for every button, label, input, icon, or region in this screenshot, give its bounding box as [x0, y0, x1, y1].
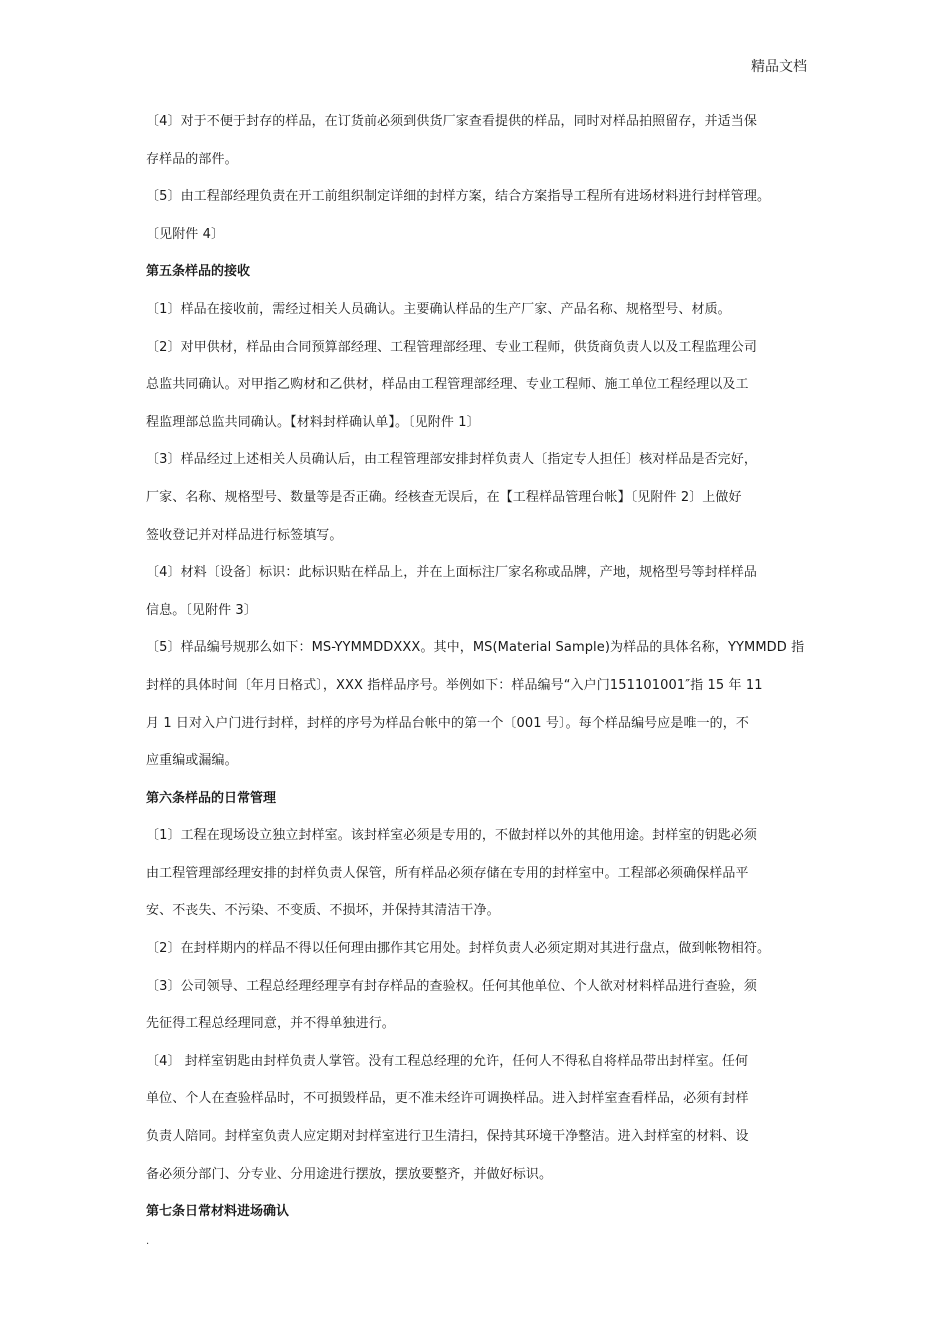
- paragraph-line: 信息。〔见附件 3〕: [146, 602, 257, 618]
- paragraph-line: 〔5〕样品编号规那么如下：MS-YYMMDDXXX。其中，MS(Material Sample)为样品的具体名称，YYMMDD 指: [146, 640, 805, 656]
- paragraph-line: 由工程管理部经理安排的封样负责人保管，所有样品必须存储在专用的封样室中。工程部必须确保样品平: [146, 865, 749, 881]
- paragraph-line: 〔1〕工程在现场设立独立封样室。该封样室必须是专用的，不做封样以外的其他用途。封样室的钥匙必须: [146, 828, 757, 844]
- paragraph-line: 厂家、名称、规格型号、数量等是否正确。经核查无误后，在【工程样品管理台帐】〔见附件 2〕上做好: [146, 489, 742, 505]
- paragraph-line: 〔2〕对甲供材，样品由合同预算部经理、工程管理部经理、专业工程师，供货商负责人以及工程监理公司: [146, 339, 757, 355]
- paragraph-line: 存样品的部件。: [146, 151, 238, 167]
- paragraph-line: 单位、个人在查验样品时，不可损毁样品，更不准未经许可调换样品。进入封样室查看样品，必须有封样: [146, 1091, 749, 1107]
- paragraph-line: 先征得工程总经理同意，并不得单独进行。: [146, 1016, 395, 1032]
- paragraph-line: 〔3〕样品经过上述相关人员确认后，由工程管理部安排封样负责人〔指定专人担任〕核对样品是否完好，: [146, 452, 757, 468]
- paragraph-line: 〔2〕在封样期内的样品不得以任何理由挪作其它用处。封样负责人必须定期对其进行盘点，做到帐物相符。: [146, 941, 771, 957]
- paragraph-line: 总监共同确认。对甲指乙购材和乙供材，样品由工程管理部经理、专业工程师、施工单位工程经理以及工: [146, 377, 749, 393]
- page-header-mark: 精品文档: [751, 59, 807, 75]
- paragraph-line: 〔见附件 4〕: [146, 226, 225, 242]
- paragraph-line: 备必须分部门、分专业、分用途进行摆放，摆放要整齐，并做好标识。: [146, 1166, 553, 1182]
- paragraph-line: 负责人陪同。封样室负责人应定期对封样室进行卫生清扫，保持其环境干净整洁。进入封样室的材料、设: [146, 1129, 749, 1145]
- paragraph-line: 程监理部总监共同确认。【材料封样确认单】。〔见附件 1〕: [146, 414, 480, 430]
- page-footer-mark: .: [146, 1236, 150, 1247]
- document-body: [146, 103, 813, 1231]
- paragraph-line: 〔4〕对于不便于封存的样品，在订货前必须到供货厂家查看提供的样品，同时对样品拍照留存，并适当保: [146, 114, 757, 129]
- section-heading: 第七条日常材料进场确认: [146, 1204, 290, 1220]
- paragraph-line: 安、不丧失、不污染、不变质、不损坏，并保持其清洁干净。: [146, 903, 500, 919]
- paragraph-line: 应重编或漏编。: [146, 753, 238, 769]
- paragraph-line: 〔5〕由工程部经理负责在开工前组织制定详细的封样方案，结合方案指导工程所有进场材料进行封样管理。: [146, 189, 771, 205]
- paragraph-line: 〔4〕材料〔设备〕标识：此标识贴在样品上，并在上面标注厂家名称或品牌，产地，规格型号等封样样品: [146, 565, 757, 581]
- paragraph-line: 〔1〕样品在接收前，需经过相关人员确认。主要确认样品的生产厂家、产品名称、规格型号、材质。: [146, 301, 731, 317]
- paragraph-line: 签收登记并对样品进行标签填写。: [146, 527, 343, 543]
- paragraph-line: 〔3〕公司领导、工程总经理经理享有封存样品的查验权。任何其他单位、个人欲对材料样品进行查验，须: [146, 978, 757, 994]
- paragraph-line: 〔4〕 封样室钥匙由封样负责人掌管。没有工程总经理的允许，任何人不得私自将样品带出封样室。任何: [146, 1053, 749, 1069]
- section-heading: 第五条样品的接收: [146, 264, 251, 280]
- paragraph-line: 封样的具体时间〔年月日格式〕，XXX 指样品序号。举例如下：样品编号“入户门151101001″指 15 年 11: [146, 677, 763, 693]
- paragraph-line: 月 1 日对入户门进行封样，封样的序号为样品台帐中的第一个〔001 号〕。每个样品编号应是唯一的，不: [146, 715, 749, 731]
- section-heading: 第六条样品的日常管理: [146, 790, 277, 806]
